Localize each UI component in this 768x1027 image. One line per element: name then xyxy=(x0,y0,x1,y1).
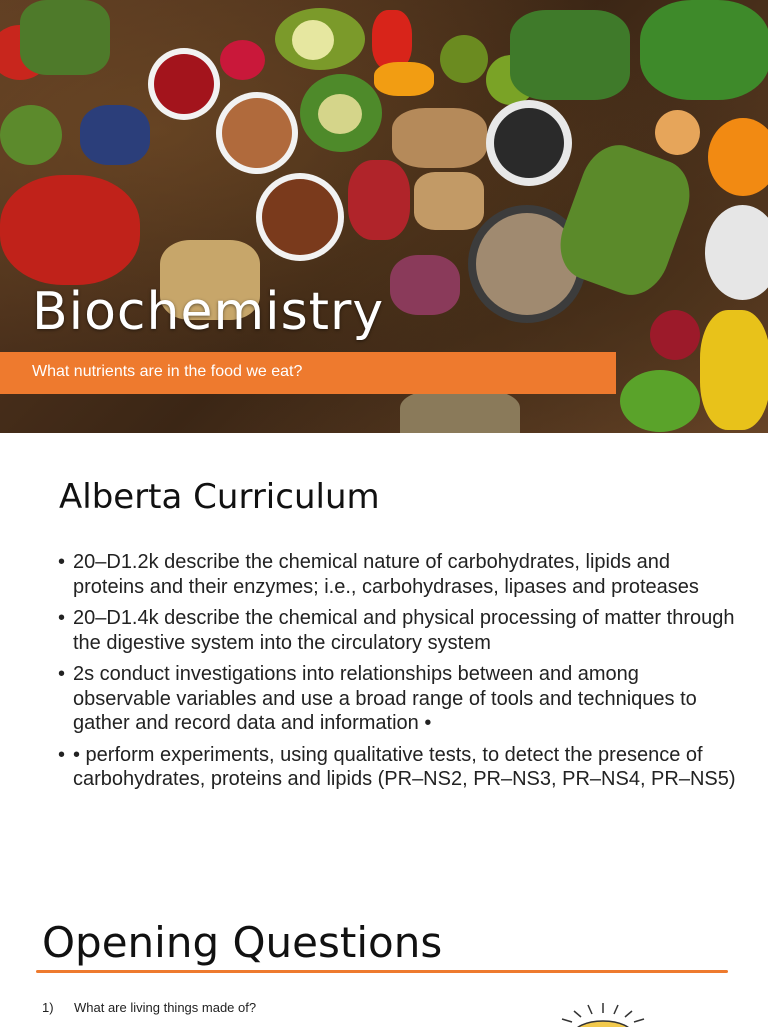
slide-title: Opening Questions xyxy=(42,918,443,967)
bullet-icon: • xyxy=(58,663,66,685)
bullet-text: • perform experiments, using qualitative tests, to detect the presence of carbohydrates, proteins and lipids (PR–NS2, PR–NS3, PR–NS4, PR–NS5) xyxy=(73,743,736,790)
sun-illustration-icon xyxy=(548,1001,658,1027)
curriculum-slide xyxy=(0,433,768,903)
opening-questions-slide xyxy=(0,903,768,1024)
bullet-text: 20–D1.2k describe the chemical nature of carbohydrates, lipids and proteins and their enzymes; i.e., carbohydrases, lipases and proteases xyxy=(73,551,699,598)
bullet-icon: • xyxy=(58,607,66,629)
list-item xyxy=(58,662,738,736)
question-text: What are living things made of? xyxy=(74,1000,257,1015)
bullet-text: 20–D1.4k describe the chemical and physical processing of matter through the digestive system into the circulatory system xyxy=(73,607,735,654)
title-slide xyxy=(0,0,768,433)
title-underline xyxy=(36,970,728,973)
bullet-text: 2s conduct investigations into relationships between and among observable variables and use a broad range of tools and techniques to gather and record data and information • xyxy=(73,663,697,734)
list-item xyxy=(58,606,738,655)
bullet-list xyxy=(58,550,738,799)
list-item xyxy=(58,550,738,599)
slide-title: Alberta Curriculum xyxy=(59,477,380,517)
list-item xyxy=(58,743,738,792)
question-number: 1) xyxy=(42,1000,54,1015)
bullet-icon: • xyxy=(58,551,66,573)
slide-subtitle: What nutrients are in the food we eat? xyxy=(32,363,303,380)
bullet-icon: • xyxy=(58,743,66,766)
slide-title: Biochemistry xyxy=(32,282,385,342)
